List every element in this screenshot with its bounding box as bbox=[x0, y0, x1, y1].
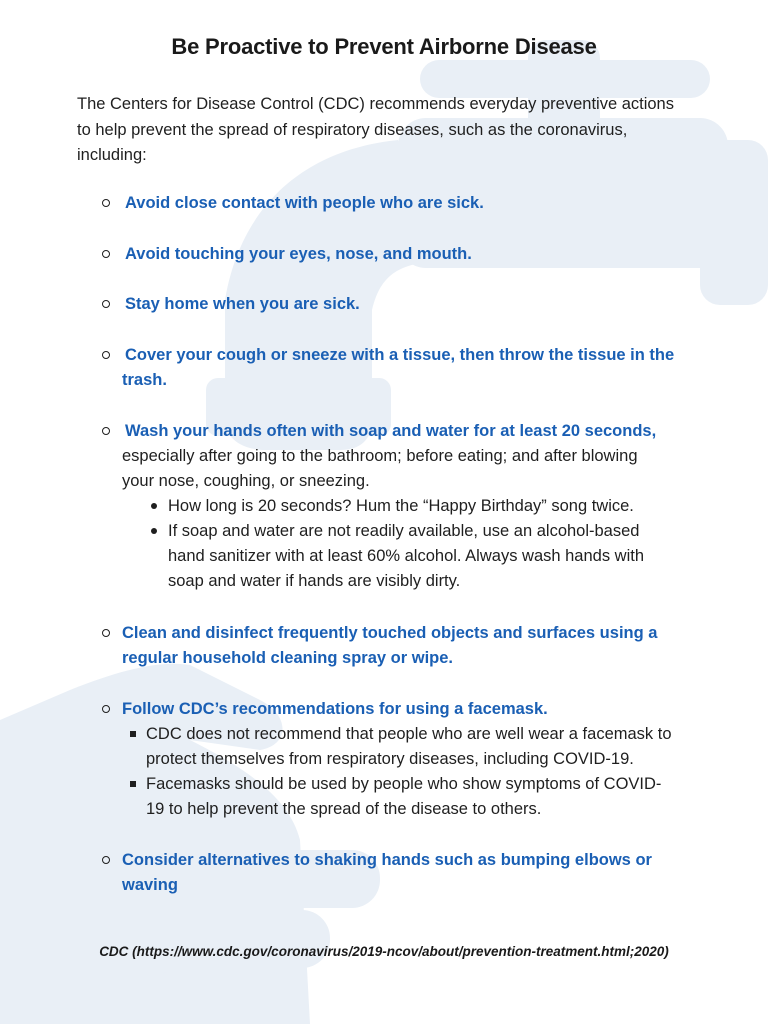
hollow-bullet-icon bbox=[102, 351, 110, 359]
citation: CDC (https://www.cdc.gov/coronavirus/2019-ncov/about/prevention-treatment.html;2020) bbox=[99, 944, 669, 959]
square-bullet-icon bbox=[130, 781, 136, 787]
hollow-bullet-icon bbox=[102, 250, 110, 258]
intro-paragraph: The Centers for Disease Control (CDC) recommends everyday preventive actions to help prevent the spread of respiratory diseases, such as the coronavirus, including: bbox=[77, 95, 674, 164]
subitem: hand sanitizer with at least 60% alcohol. Always wash hands with bbox=[168, 547, 645, 565]
item-text: Consider alternatives to shaking hands such as bumping elbows or bbox=[122, 851, 652, 869]
item-text: Wash your hands often with soap and water for at least 20 seconds, bbox=[125, 422, 657, 440]
item-text: regular household cleaning spray or wipe. bbox=[122, 649, 453, 667]
item-text: waving bbox=[122, 876, 178, 894]
subitem: Facemasks should be used by people who show symptoms of COVID- bbox=[146, 775, 662, 793]
item-continuation: especially after going to the bathroom; before eating; and after blowing bbox=[122, 447, 638, 465]
subitem: If soap and water are not readily available, use an alcohol-based bbox=[168, 522, 640, 540]
subitem: protect themselves from respiratory diseases, including COVID-19. bbox=[146, 750, 634, 768]
subitem: 19 to help prevent the spread of the disease to others. bbox=[146, 800, 542, 818]
item-text: Stay home when you are sick. bbox=[125, 295, 360, 313]
item-text: Avoid close contact with people who are sick. bbox=[125, 194, 484, 212]
bullet-icon bbox=[151, 528, 157, 534]
hollow-bullet-icon bbox=[102, 300, 110, 308]
square-bullet-icon bbox=[130, 731, 136, 737]
subitem: soap and water if hands are visibly dirty. bbox=[168, 572, 461, 590]
item-continuation: your nose, coughing, or sneezing. bbox=[122, 472, 370, 490]
item-text: Clean and disinfect frequently touched objects and surfaces using a bbox=[122, 624, 658, 642]
hollow-bullet-icon bbox=[102, 199, 110, 207]
item-text: trash. bbox=[122, 371, 167, 389]
subitem: CDC does not recommend that people who are well wear a facemask to bbox=[146, 725, 672, 743]
bullet-icon bbox=[151, 503, 157, 509]
hollow-bullet-icon bbox=[102, 856, 110, 864]
subitem: How long is 20 seconds? Hum the “Happy Birthday” song twice. bbox=[168, 497, 634, 515]
item-text: Cover your cough or sneeze with a tissue, then throw the tissue in the bbox=[125, 346, 675, 364]
item-text: Avoid touching your eyes, nose, and mouth. bbox=[125, 245, 472, 263]
page-title: Be Proactive to Prevent Airborne Disease bbox=[171, 34, 597, 59]
hollow-bullet-icon bbox=[102, 427, 110, 435]
hollow-bullet-icon bbox=[102, 705, 110, 713]
item-text: Follow CDC’s recommendations for using a facemask. bbox=[122, 700, 548, 718]
hollow-bullet-icon bbox=[102, 629, 110, 637]
